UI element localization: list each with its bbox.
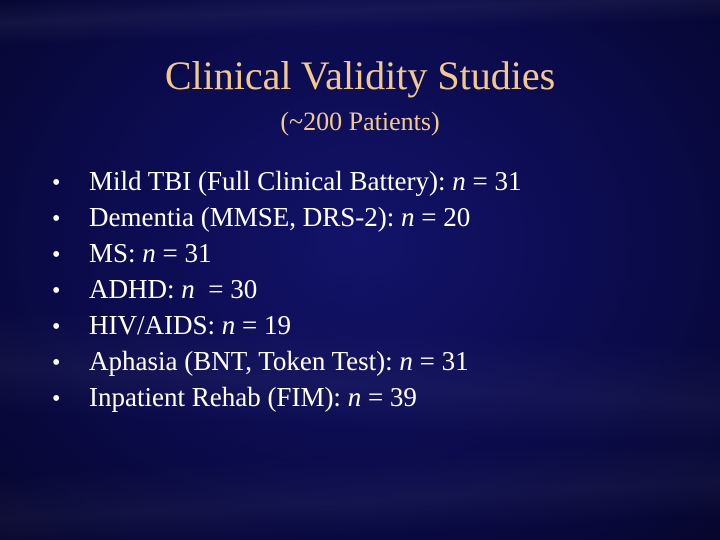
bullet-marker: • [52, 350, 61, 376]
bullet-marker: • [52, 314, 61, 340]
bullet-text [89, 163, 521, 199]
slide-subtitle: (~200 Patients) [280, 107, 440, 136]
bullet-marker: • [52, 242, 61, 268]
bullet-text [89, 343, 469, 379]
bullet-marker: • [52, 206, 61, 232]
study-label: MS: [89, 238, 136, 268]
bullet-text [89, 235, 212, 271]
n-symbol: n [399, 346, 413, 376]
n-symbol: n [347, 382, 362, 412]
n-symbol: n [452, 166, 466, 196]
study-label: Dementia (MMSE, DRS-2): [89, 202, 395, 232]
bullet-item [52, 271, 521, 307]
study-label: Aphasia (BNT, Token Test): [89, 346, 393, 376]
n-symbol: n [181, 274, 195, 304]
bullet-marker: • [52, 170, 61, 196]
n-symbol: n [400, 202, 415, 232]
study-label: HIV/AIDS: [89, 310, 215, 340]
n-value: = 31 [419, 346, 469, 376]
study-label: ADHD: [89, 274, 175, 304]
n-value: = 31 [472, 166, 522, 196]
bullet-text [89, 307, 291, 343]
bullet-text [89, 271, 257, 307]
bullet-item [52, 307, 521, 343]
study-label: Mild TBI (Full Clinical Battery): [89, 166, 446, 196]
n-symbol: n [142, 238, 156, 268]
bullet-item [52, 163, 521, 199]
bullet-item [52, 199, 521, 235]
bullet-list [52, 163, 521, 415]
bullet-text [89, 379, 417, 415]
n-value: = 39 [367, 382, 417, 412]
slide-title: Clinical Validity Studies [164, 53, 556, 98]
n-symbol: n [221, 310, 236, 340]
bullet-item [52, 343, 521, 379]
n-value: = 30 [201, 274, 258, 304]
n-value: = 31 [162, 238, 212, 268]
bullet-item [52, 379, 521, 415]
study-label: Inpatient Rehab (FIM): [89, 382, 341, 412]
bullet-marker: • [52, 386, 61, 412]
n-value: = 20 [421, 202, 471, 232]
bullet-marker: • [52, 278, 61, 304]
bullet-text [89, 199, 470, 235]
bullet-item [52, 235, 521, 271]
n-value: = 19 [242, 310, 291, 340]
